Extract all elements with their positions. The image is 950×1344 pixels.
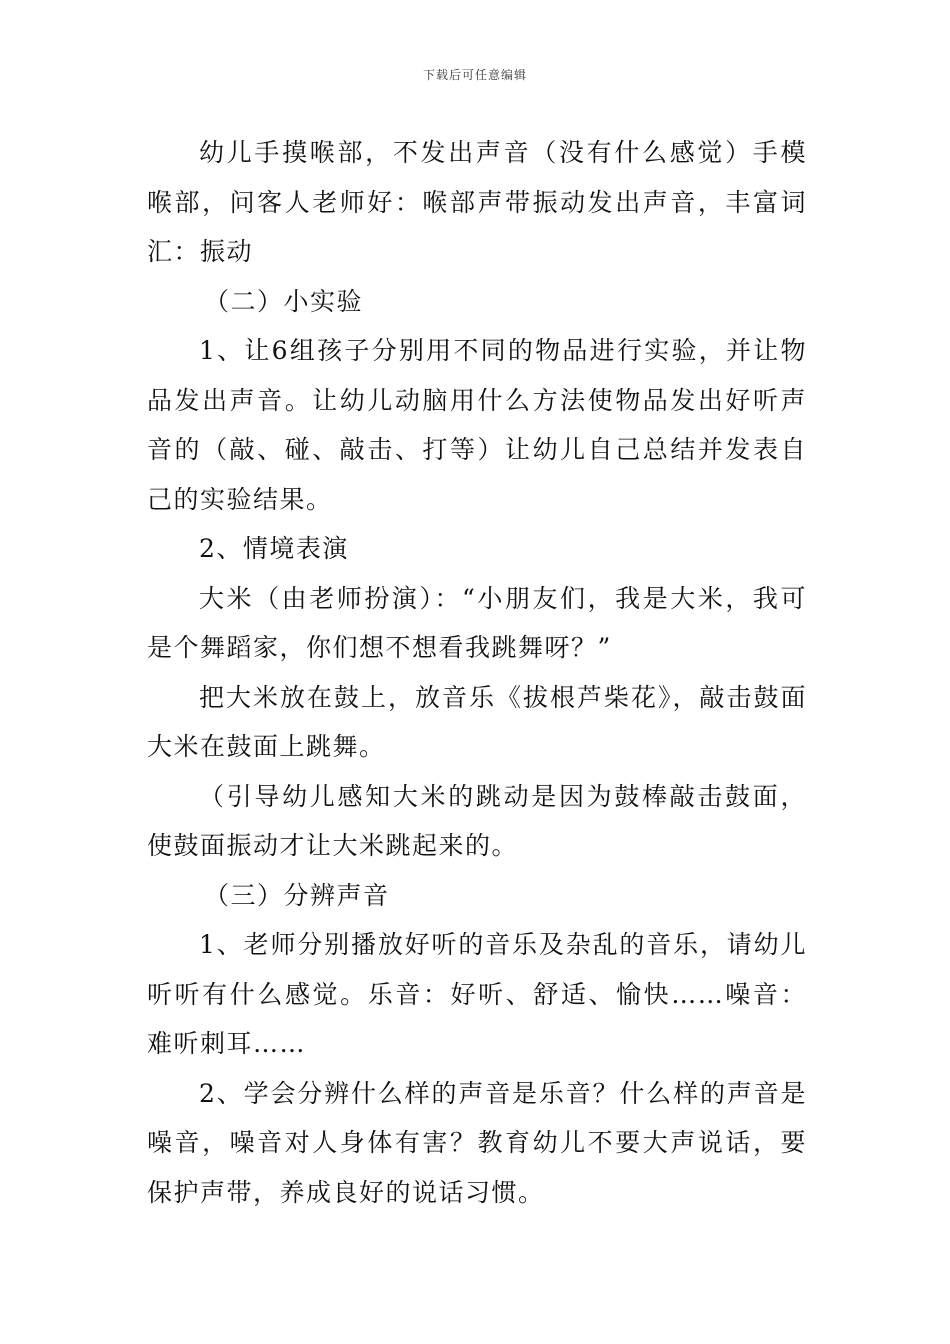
paragraph-rice-on-drum: 把大米放在鼓上，放音乐《拔根芦柴花》，敲击鼓面大米在鼓面上跳舞。 [147, 682, 807, 761]
paragraph-throat-vibration: 幼儿手摸喉部，不发出声音（没有什么感觉）手模喉部，问客人老师好：喉部声带振动发出声音，丰富词汇：振动 [147, 138, 807, 266]
section-heading-distinguish-sounds: （三）分辨声音 [204, 880, 390, 910]
paragraph-distinguish-step-1: 1、老师分别播放好听的音乐及杂乱的音乐，请幼儿听听有什么感觉。乐音：好听、舒适、愉快……噪音：难听刺耳…… [147, 930, 807, 1058]
paragraph-rice-dialogue: 大米（由老师扮演）：“小朋友们，我是大米，我可是个舞蹈家，你们想不想看我跳舞呀？” [147, 583, 807, 662]
document-body [147, 128, 807, 1217]
paragraph-experiment-step-1: 1、让6组孩子分别用不同的物品进行实验，并让物品发出声音。让幼儿动脑用什么方法使物品发出好听声音的（敲、碰、敲击、打等）让幼儿自己总结并发表自己的实验结果。 [147, 336, 807, 514]
page-header-note: 下载后可任意编辑 [422, 68, 527, 82]
paragraph-distinguish-step-2: 2、学会分辨什么样的声音是乐音？什么样的声音是噪音，噪音对人身体有害？教育幼儿不要大声说话，要保护声带，养成良好的说话习惯。 [147, 1078, 807, 1207]
paragraph-guidance-note: （引导幼儿感知大米的跳动是因为鼓棒敲击鼓面，使鼓面振动才让大米跳起来的。 [147, 781, 807, 860]
section-heading-experiment: （二）小实验 [204, 286, 364, 316]
paragraph-experiment-step-2: 2、情境表演 [199, 534, 349, 563]
